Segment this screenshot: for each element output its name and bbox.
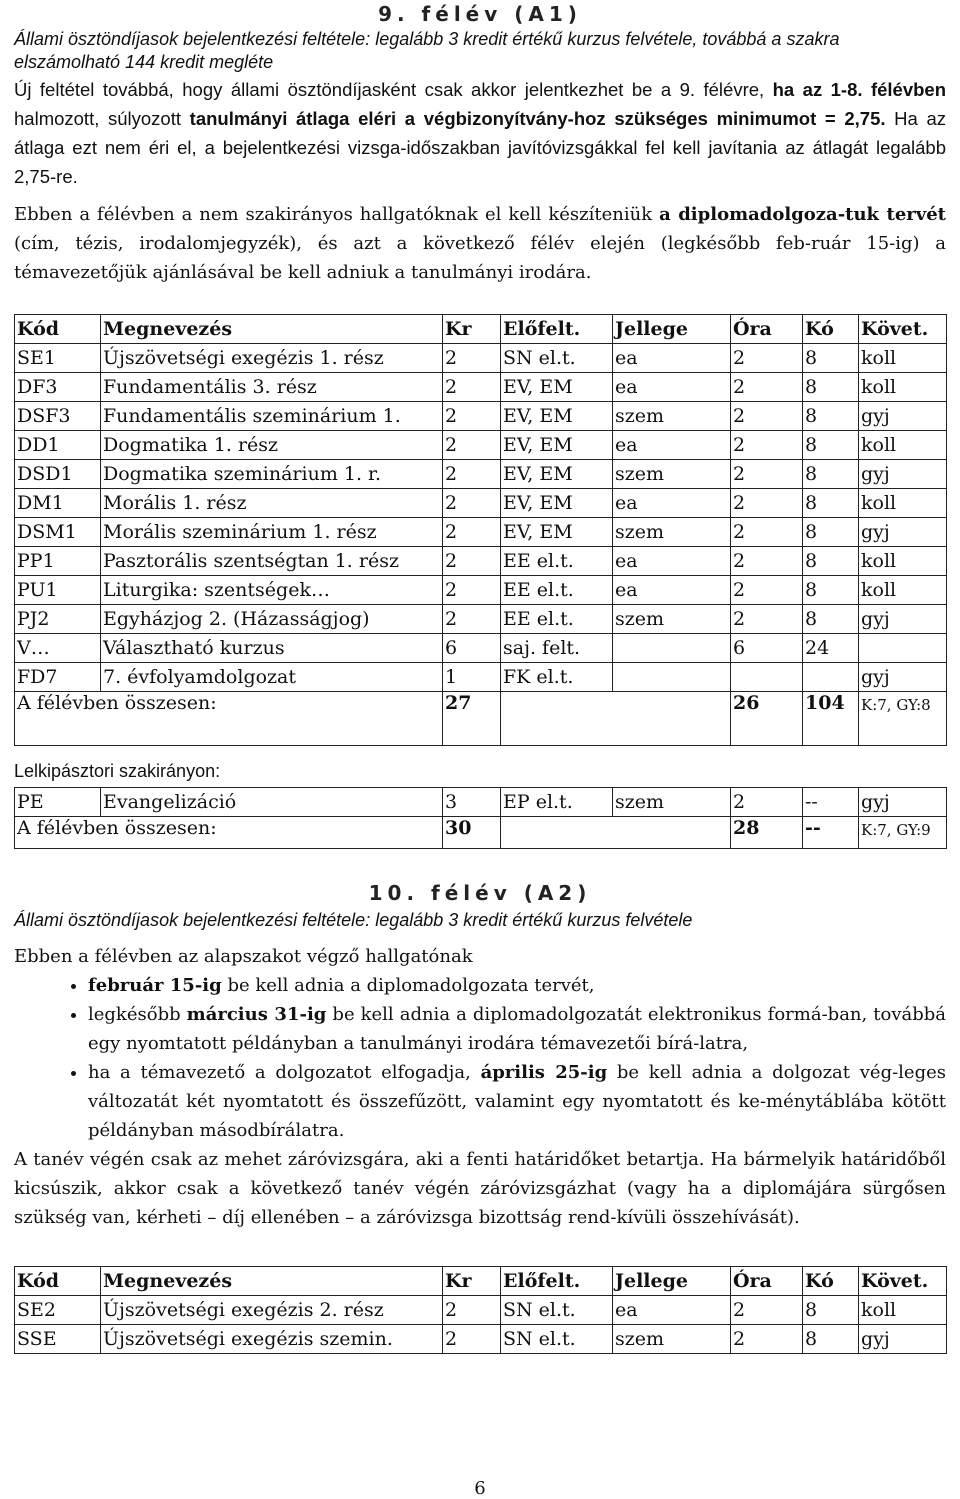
- table-cell: 1: [443, 663, 501, 692]
- deadline-item: [88, 971, 946, 1000]
- table-cell: 8: [803, 518, 859, 547]
- table-cell: Liturgika: szentségek…: [101, 576, 443, 605]
- table-cell: 8: [803, 547, 859, 576]
- table-cell: 8: [803, 1325, 859, 1354]
- table-cell: ea: [613, 373, 731, 402]
- table-cell: koll: [859, 431, 947, 460]
- table-cell: gyj: [859, 1325, 947, 1354]
- deadline-item: [88, 1000, 946, 1058]
- table-cell: szem: [613, 460, 731, 489]
- total-ko: --: [803, 817, 859, 849]
- table-cell: DSD1: [15, 460, 101, 489]
- table-cell: Morális 1. rész: [101, 489, 443, 518]
- table-cell: SN el.t.: [501, 1325, 613, 1354]
- total-empty: [501, 692, 731, 746]
- header-cell: Megnevezés: [101, 1267, 443, 1296]
- total-credits: 30: [443, 817, 501, 849]
- sem10-intro: Ebben a félévben az alapszakot végző hallgatónak: [14, 946, 473, 967]
- table-cell: V…: [15, 634, 101, 663]
- table-cell: EV, EM: [501, 402, 613, 431]
- table-cell: Dogmatika szeminárium 1. r.: [101, 460, 443, 489]
- document-page: [14, 0, 946, 1354]
- cond2-part-f: Ha az átlaga ezt nem éri el, a bejelentkezési vizsga-időszakban javítóvizsgákkal fel kell javítania az átlagát legalább 2,75-re.: [14, 108, 947, 187]
- table-cell: EE el.t.: [501, 605, 613, 634]
- table-cell: FD7: [15, 663, 101, 692]
- table-cell: koll: [859, 1296, 947, 1325]
- table-cell: FK el.t.: [501, 663, 613, 692]
- cond2-part-e: tanulmányi átlaga eléri a végbizonyítvány-hoz szükséges minimumot = 2,75.: [189, 108, 886, 129]
- table-cell: 2: [443, 431, 501, 460]
- table-cell: [613, 663, 731, 692]
- table-row: [15, 344, 947, 373]
- table-row: [15, 489, 947, 518]
- total-requirements: K:7, GY:8: [859, 692, 947, 746]
- total-label: A félévben összesen:: [15, 692, 443, 746]
- sem10-table-body: [15, 1267, 947, 1354]
- table-cell: 2: [443, 373, 501, 402]
- table-row: [15, 402, 947, 431]
- table-cell: 2: [443, 460, 501, 489]
- table-cell: EV, EM: [501, 460, 613, 489]
- table-cell: 24: [803, 634, 859, 663]
- table-cell: gyj: [859, 402, 947, 431]
- table-cell: 2: [731, 788, 803, 817]
- sem9-paragraph: [14, 200, 946, 287]
- header-cell: Kr: [443, 1267, 501, 1296]
- table-cell: Morális szeminárium 1. rész: [101, 518, 443, 547]
- table-row: [15, 518, 947, 547]
- table-cell: 8: [803, 344, 859, 373]
- lelki-label: Lelkipásztori szakirányon:: [14, 761, 221, 781]
- total-hours: 26: [731, 692, 803, 746]
- table-cell: 8: [803, 1296, 859, 1325]
- p1-part-a: Ebben a félévben a nem szakirányos hallgatóknak el kell készíteniük: [14, 204, 653, 225]
- table-cell: EV, EM: [501, 373, 613, 402]
- table-row: [15, 1325, 947, 1354]
- table-cell: ea: [613, 576, 731, 605]
- table-cell: szem: [613, 402, 731, 431]
- cond2-part-b: ha az 1-8.: [772, 79, 863, 100]
- total-hours: 28: [731, 817, 803, 849]
- sem9-condition-2: [14, 75, 946, 191]
- p1-part-c: (cím, tézis, irodalomjegyzék), és azt a következő félév elején (legkésőbb feb-ruár 15-ig) a témavezetőjük ajánlásával be kell adniuk a tanulmányi irodára.: [14, 233, 946, 283]
- table-cell: EE el.t.: [501, 576, 613, 605]
- table-header-row: [15, 1267, 947, 1296]
- table-cell: SE2: [15, 1296, 101, 1325]
- table-cell: 2: [731, 576, 803, 605]
- table-cell: Újszövetségi exegézis 2. rész: [101, 1296, 443, 1325]
- sem10-paragraph: A tanév végén csak az mehet záróvizsgára, aki a fenti határidőket betartja. Ha bármelyik határidőből kicsúszik, akkor csak a következő tanév végén záróvizsgázhat (vagy ha a diplomájára sürgősen szükség van, kérheti – díj ellenében – a záróvizsga bizottság rend-kívüli összehívását).: [14, 1149, 946, 1228]
- table-cell: gyj: [859, 788, 947, 817]
- table-cell: Evangelizáció: [101, 788, 443, 817]
- p1-part-b: a diplomadolgoza-tuk tervét: [659, 204, 946, 225]
- table-cell: szem: [613, 1325, 731, 1354]
- table-cell: EV, EM: [501, 489, 613, 518]
- header-cell: Kó: [803, 315, 859, 344]
- cond2-part-c: félévben: [870, 79, 947, 100]
- table-cell: 8: [803, 460, 859, 489]
- cond2-part-a: Új feltétel továbbá, hogy állami ösztöndíjasként csak akkor jelentkezhet be a 9. félévre,: [14, 79, 765, 100]
- table-cell: szem: [613, 788, 731, 817]
- table-cell: [859, 634, 947, 663]
- table-cell: 2: [443, 489, 501, 518]
- table-cell: Újszövetségi exegézis szemin.: [101, 1325, 443, 1354]
- total-label: A félévben összesen:: [15, 817, 443, 849]
- table-cell: 2: [443, 547, 501, 576]
- table-row: [15, 605, 947, 634]
- table-cell: 2: [443, 1325, 501, 1354]
- table-cell: 6: [731, 634, 803, 663]
- table-cell: saj. felt.: [501, 634, 613, 663]
- header-cell: Előfelt.: [501, 1267, 613, 1296]
- semester-10-title: 10. félév (A2): [368, 881, 592, 905]
- table-cell: 2: [731, 605, 803, 634]
- table-cell: 8: [803, 605, 859, 634]
- deadline-item: [88, 1058, 946, 1145]
- header-cell: Jellege: [613, 315, 731, 344]
- table-cell: EP el.t.: [501, 788, 613, 817]
- header-cell: Kó: [803, 1267, 859, 1296]
- table-row: [15, 1296, 947, 1325]
- table-cell: 2: [731, 489, 803, 518]
- total-row: [15, 817, 947, 849]
- table-cell: 6: [443, 634, 501, 663]
- table-cell: SN el.t.: [501, 344, 613, 373]
- table-cell: Fundamentális szeminárium 1.: [101, 402, 443, 431]
- table-cell: 2: [443, 518, 501, 547]
- table-row: [15, 634, 947, 663]
- table-cell: koll: [859, 344, 947, 373]
- table-cell: ea: [613, 344, 731, 373]
- table-cell: Újszövetségi exegézis 1. rész: [101, 344, 443, 373]
- table-cell: SN el.t.: [501, 1296, 613, 1325]
- total-empty: [501, 817, 731, 849]
- header-cell: Kód: [15, 1267, 101, 1296]
- table-cell: SSE: [15, 1325, 101, 1354]
- table-row: [15, 547, 947, 576]
- table-cell: szem: [613, 605, 731, 634]
- table-cell: 2: [443, 344, 501, 373]
- table-cell: DF3: [15, 373, 101, 402]
- table-cell: Választható kurzus: [101, 634, 443, 663]
- header-cell: Óra: [731, 315, 803, 344]
- deadline-text: be kell adnia a dolgozat vég-leges változatát két nyomtatott és összefűzött, valamint egy nyomtatott és ke-ménytáblába kötött példányban másodbírálatra.: [88, 1062, 946, 1141]
- table-cell: 2: [731, 431, 803, 460]
- table-cell: DD1: [15, 431, 101, 460]
- table-cell: szem: [613, 518, 731, 547]
- table-cell: EV, EM: [501, 431, 613, 460]
- sem9-table-body: [15, 315, 947, 746]
- table-cell: 2: [731, 344, 803, 373]
- table-cell: 8: [803, 431, 859, 460]
- table-header-row: [15, 315, 947, 344]
- header-cell: Előfelt.: [501, 315, 613, 344]
- table-cell: 2: [443, 1296, 501, 1325]
- table-cell: DSF3: [15, 402, 101, 431]
- header-cell: Megnevezés: [101, 315, 443, 344]
- table-cell: 2: [443, 605, 501, 634]
- table-cell: EV, EM: [501, 518, 613, 547]
- header-cell: Jellege: [613, 1267, 731, 1296]
- table-cell: SE1: [15, 344, 101, 373]
- table-cell: 7. évfolyamdolgozat: [101, 663, 443, 692]
- table-cell: 2: [731, 402, 803, 431]
- total-ko: 104: [803, 692, 859, 746]
- table-cell: gyj: [859, 663, 947, 692]
- table-cell: koll: [859, 547, 947, 576]
- deadline-text: be kell adnia a diplomadolgozatát elektronikus formá-ban, továbbá egy nyomtatott példányban a tanulmányi irodára témavezetői bírá-latra,: [88, 1004, 947, 1054]
- semester-9-title: 9. félév (A1): [378, 2, 582, 26]
- deadline-list: [14, 971, 946, 1145]
- deadline-text: ha a témavezető a dolgozatot elfogadja,: [88, 1062, 471, 1083]
- table-cell: ea: [613, 1296, 731, 1325]
- sem9-course-table: [14, 314, 947, 746]
- table-cell: 3: [443, 788, 501, 817]
- sem10-condition: Állami ösztöndíjasok bejelentkezési feltétele: legalább 3 kredit értékű kurzus felvétele: [14, 910, 693, 930]
- table-cell: 2: [731, 460, 803, 489]
- table-cell: 2: [731, 373, 803, 402]
- deadline-date: február 15-ig: [88, 975, 222, 996]
- table-cell: ea: [613, 431, 731, 460]
- table-cell: koll: [859, 489, 947, 518]
- table-cell: ea: [613, 489, 731, 518]
- table-row: [15, 373, 947, 402]
- table-cell: DM1: [15, 489, 101, 518]
- table-cell: 8: [803, 576, 859, 605]
- table-cell: [613, 634, 731, 663]
- table-cell: Dogmatika 1. rész: [101, 431, 443, 460]
- table-cell: PP1: [15, 547, 101, 576]
- lelki-table: [14, 787, 947, 849]
- total-credits: 27: [443, 692, 501, 746]
- sem9-condition-1: Állami ösztöndíjasok bejelentkezési feltétele: legalább 3 kredit értékű kurzus felvétele, továbbá a szakra elszámolható 144 kredit megléte: [14, 29, 840, 72]
- table-cell: gyj: [859, 460, 947, 489]
- deadline-date: április 25-ig: [480, 1062, 608, 1083]
- table-cell: 8: [803, 373, 859, 402]
- table-cell: 2: [731, 1296, 803, 1325]
- table-cell: EE el.t.: [501, 547, 613, 576]
- header-cell: Követ.: [859, 1267, 947, 1296]
- table-cell: koll: [859, 576, 947, 605]
- table-row: [15, 663, 947, 692]
- table-cell: 2: [731, 547, 803, 576]
- table-cell: Fundamentális 3. rész: [101, 373, 443, 402]
- table-cell: DSM1: [15, 518, 101, 547]
- total-requirements: K:7, GY:9: [859, 817, 947, 849]
- table-cell: PJ2: [15, 605, 101, 634]
- table-cell: ea: [613, 547, 731, 576]
- header-cell: Követ.: [859, 315, 947, 344]
- deadline-text: be kell adnia a diplomadolgozata tervét,: [227, 975, 595, 996]
- table-row: [15, 788, 947, 817]
- table-cell: Egyházjog 2. (Házasságjog): [101, 605, 443, 634]
- table-cell: 2: [731, 518, 803, 547]
- header-cell: Kr: [443, 315, 501, 344]
- header-cell: Óra: [731, 1267, 803, 1296]
- deadline-text: legkésőbb: [88, 1004, 181, 1025]
- table-cell: [731, 663, 803, 692]
- table-cell: [803, 663, 859, 692]
- table-cell: Pasztorális szentségtan 1. rész: [101, 547, 443, 576]
- header-cell: Kód: [15, 315, 101, 344]
- table-cell: --: [803, 788, 859, 817]
- table-row: [15, 576, 947, 605]
- table-cell: 2: [731, 1325, 803, 1354]
- deadline-date: március 31-ig: [186, 1004, 327, 1025]
- lelki-table-body: [15, 788, 947, 849]
- table-cell: 8: [803, 402, 859, 431]
- table-cell: 2: [443, 576, 501, 605]
- page-number: 6: [474, 1478, 486, 1499]
- total-row: [15, 692, 947, 746]
- table-row: [15, 431, 947, 460]
- table-cell: 8: [803, 489, 859, 518]
- table-cell: PE: [15, 788, 101, 817]
- table-cell: koll: [859, 373, 947, 402]
- sem10-course-table: [14, 1266, 947, 1354]
- cond2-part-d: halmozott, súlyozott: [14, 108, 182, 129]
- table-row: [15, 460, 947, 489]
- table-cell: PU1: [15, 576, 101, 605]
- table-cell: gyj: [859, 605, 947, 634]
- table-cell: gyj: [859, 518, 947, 547]
- table-cell: 2: [443, 402, 501, 431]
